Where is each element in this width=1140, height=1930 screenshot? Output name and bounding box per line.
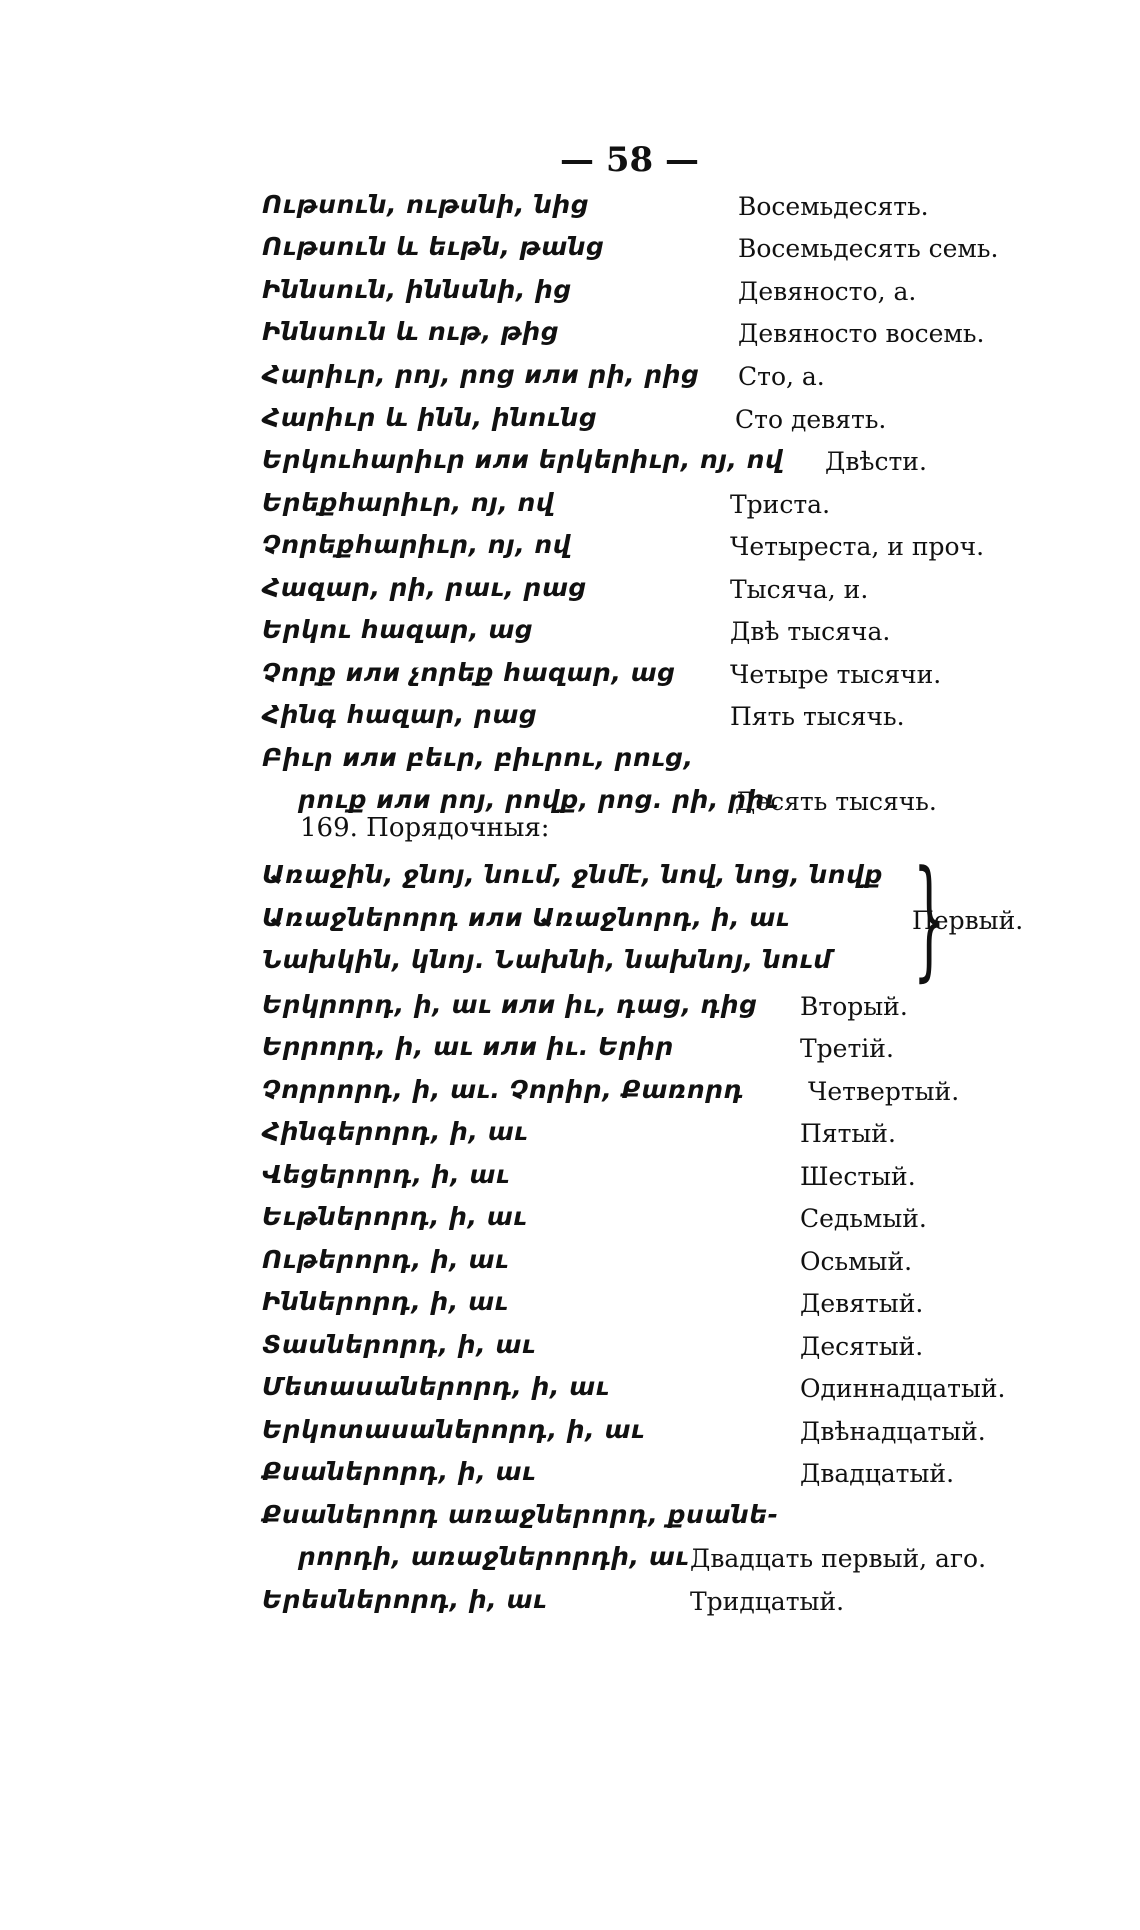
armenian-term: Չորք или չորեք հազար, աց (262, 658, 676, 687)
russian-translation: Восемьдесять семь. (738, 234, 999, 263)
armenian-term: րուք или րոյ, րովք, րոց. րի, րիւ (298, 785, 779, 814)
armenian-term: Ութսուն և եւթն, թանց (262, 232, 605, 261)
armenian-term: Եւթներորդ, ի, աւ (262, 1202, 528, 1231)
russian-translation: Сто девять. (735, 405, 887, 434)
armenian-term: Երրորդ, ի, աւ или իւ. Երիր (262, 1032, 674, 1061)
armenian-term: Երկոտասաներորդ, ի, աւ (262, 1415, 645, 1444)
armenian-term: Երկրորդ, ի, աւ или իւ, դաց, դից (262, 990, 758, 1019)
armenian-term: Չորրորդ, ի, աւ. Չորիր, Քառորդ (262, 1075, 744, 1104)
russian-translation: Сто, а. (738, 362, 825, 391)
russian-translation: Шестый. (800, 1162, 916, 1191)
curly-brace: } (912, 842, 946, 994)
armenian-term: Քսաներորդ, ի, աւ (262, 1457, 536, 1486)
armenian-term: Տասներորդ, ի, աւ (262, 1330, 536, 1359)
armenian-term: Նախկին, կնոյ. Նախնի, նախնոյ, նում (262, 945, 832, 974)
armenian-term: Ութսուն, ութսնի, նից (262, 190, 590, 219)
russian-translation: Пять тысячь. (730, 702, 905, 731)
russian-translation: Триста. (730, 490, 831, 519)
russian-translation: Вторый. (800, 992, 908, 1021)
russian-translation: Седьмый. (800, 1204, 927, 1233)
armenian-term: Առաջին, ջնոյ, նում, ջնմէ, նով, նոց, նովք (262, 860, 883, 889)
armenian-term: Ութերորդ, ի, աւ (262, 1245, 509, 1274)
armenian-term: Իննսուն և ութ, թից (262, 317, 560, 346)
armenian-term: Առաջներորդ или Առաջնորդ, ի, աւ (262, 903, 790, 932)
armenian-term: Երեքհարիւր, ոյ, ով (262, 488, 555, 517)
armenian-term: Հարիւր, րոյ, րոց или րի, րից (262, 360, 700, 389)
armenian-term: Հազար, րի, րաւ, րաց (262, 573, 587, 602)
armenian-term: Վեցերորդ, ի, աւ (262, 1160, 510, 1189)
russian-translation: Двѣсти. (825, 447, 927, 476)
russian-translation: Девятый. (800, 1289, 924, 1318)
armenian-term: Իննսուն, իննսնի, ից (262, 275, 572, 304)
russian-translation: Четвертый. (808, 1077, 960, 1106)
russian-translation: Первый. (912, 906, 1024, 935)
russian-translation: Девяносто восемь. (738, 319, 985, 348)
russian-translation: Девяносто, а. (738, 277, 917, 306)
armenian-term: Երեսներորդ, ի, աւ (262, 1585, 547, 1614)
armenian-term: Երկու հազար, աց (262, 615, 534, 644)
armenian-term: Հինգերորդ, ի, աւ (262, 1117, 528, 1146)
russian-translation: Десятый. (800, 1332, 924, 1361)
russian-translation: Двѣ тысяча. (730, 617, 891, 646)
russian-translation: Пятый. (800, 1119, 896, 1148)
armenian-term: Հարիւր և ինն, ինունց (262, 403, 598, 432)
russian-translation: Осьмый. (800, 1247, 913, 1276)
armenian-term: Չորեքհարիւր, ոյ, ով (262, 530, 572, 559)
armenian-term: Բիւր или բեւր, բիւրու, րուց, (262, 743, 694, 772)
armenian-term: Մետասաներորդ, ի, աւ (262, 1372, 610, 1401)
armenian-term: Երկուհարիւր или երկերիւր, ոյ, ով (262, 445, 784, 474)
russian-translation: Десять тысячь. (735, 787, 937, 816)
russian-translation: Двадцатый. (800, 1459, 955, 1488)
russian-translation: Одиннадцатый. (800, 1374, 1006, 1403)
armenian-term: Հինգ հազար, րաց (262, 700, 538, 729)
page-number: — 58 — (560, 140, 699, 180)
russian-translation: Четыреста, и проч. (730, 532, 985, 561)
armenian-term: րորդի, առաջներորդի, աւ (298, 1542, 690, 1571)
russian-translation: Тридцатый. (690, 1587, 845, 1616)
armenian-term: Քսաներորդ առաջներորդ, քսանե- (262, 1500, 779, 1529)
section-heading: 169. Порядочныя: (300, 813, 550, 843)
russian-translation: Третій. (800, 1034, 894, 1063)
russian-translation: Восемьдесять. (738, 192, 929, 221)
russian-translation: Двадцать первый, аго. (690, 1544, 987, 1573)
russian-translation: Тысяча, и. (730, 575, 869, 604)
armenian-term: Իններորդ, ի, աւ (262, 1287, 509, 1316)
russian-translation: Четыре тысячи. (730, 660, 942, 689)
russian-translation: Двѣнадцатый. (800, 1417, 986, 1446)
